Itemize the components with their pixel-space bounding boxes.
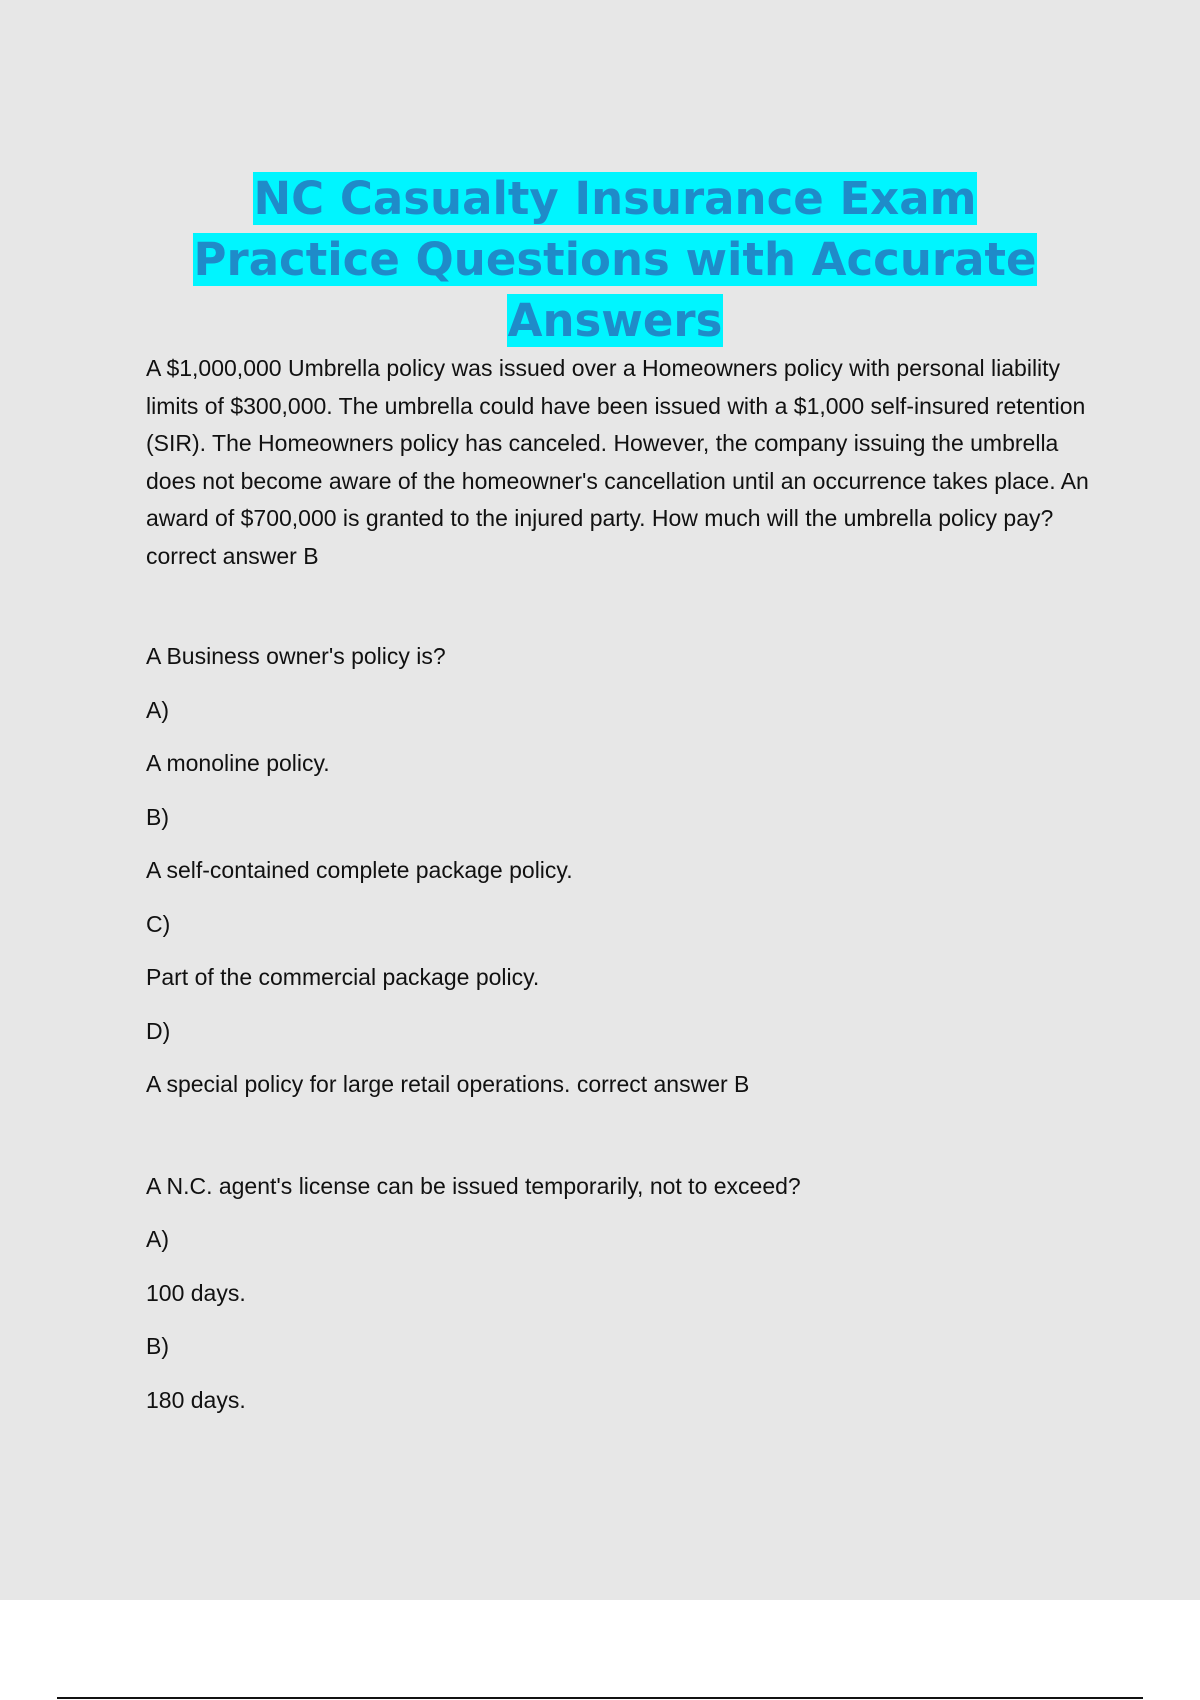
question-3-option-b-text: 180 days. [146, 1386, 246, 1413]
question-2-option-c-text: Part of the commercial package policy. [146, 964, 540, 990]
question-2-text: A Business owner's policy is? [146, 643, 446, 669]
title-line-3: Answers [507, 294, 723, 347]
question-1-text: A $1,000,000 Umbrella policy was issued over a Homeowners policy with personal liability limits of $300,000. The umbrella could have been issued with a $1,000 self-insured retention (SIR). The Homeowners policy has canceled. However, the company issuing the umbrella does not become aware of the homeowner's cancellation until an occurrence takes place. An award of $700,000 is granted to the injured party. How much will the umbrella policy pay? correct answer B [146, 355, 1089, 569]
question-2-option-c-label: C) [146, 910, 171, 937]
question-3-option-a-text: 100 days. [146, 1279, 246, 1306]
question-3-text: A N.C. agent's license can be issued temporarily, not to exceed? [146, 1172, 801, 1199]
question-2-option-b-label: B) [146, 803, 169, 830]
question-2-option-d-label: D) [146, 1017, 171, 1044]
section-spacer [146, 575, 1096, 641]
question-2-option-a-text: A monoline policy. [146, 750, 330, 776]
question-3-option-b-label: B) [146, 1333, 169, 1359]
section-spacer [146, 1123, 1096, 1171]
question-3-option-a-label: A) [146, 1226, 169, 1252]
document-title [120, 168, 1110, 351]
question-2-option-a-label: A) [146, 696, 169, 723]
question-2-option-b-text: A self-contained complete package policy. [146, 857, 573, 883]
question-2-option-d-text: A special policy for large retail operations. correct answer B [146, 1071, 750, 1097]
document-body [146, 350, 1096, 1438]
footer-divider [57, 1697, 1143, 1699]
title-line-2: Practice Questions with Accurate [193, 233, 1037, 286]
title-line-1: NC Casualty Insurance Exam [253, 172, 977, 225]
